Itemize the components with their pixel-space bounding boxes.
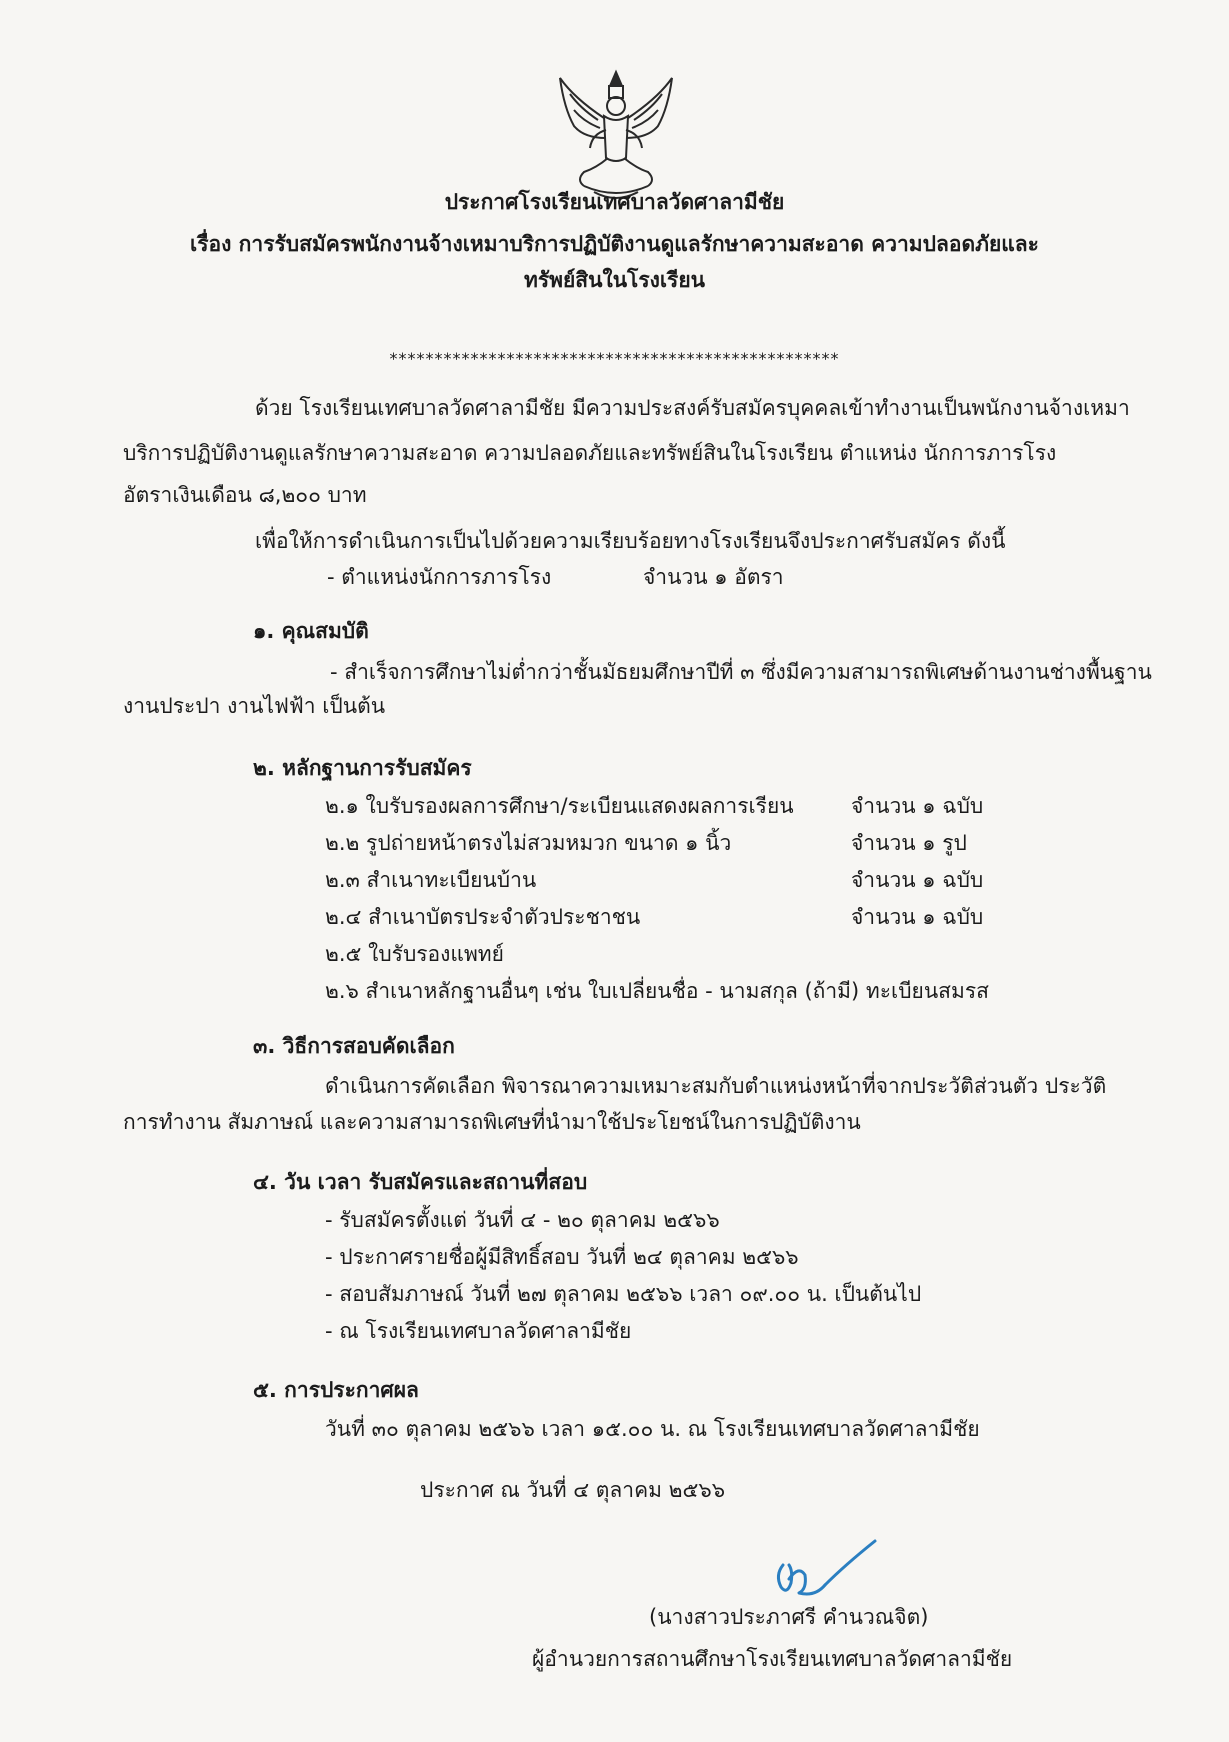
subject-line-1: เรื่อง การรับสมัครพนักงานจ้างเหมาบริการปฏิบัติงานดูแลรักษาความสะอาด ความปลอดภัยและ <box>190 232 1039 256</box>
section-3-heading: ๓. วิธีการสอบคัดเลือก <box>253 1034 455 1058</box>
position-label: - ตำแหน่งนักการภารโรง <box>327 565 552 589</box>
document-item-qty: จำนวน ๑ ฉบับ <box>851 868 984 892</box>
document-item-label: ๒.๖ สำเนาหลักฐานอื่นๆ เช่น ใบเปลี่ยนชื่อ - นามสกุล (ถ้ามี) ทะเบียนสมรส <box>325 979 989 1003</box>
section-3-line-1: ดำเนินการคัดเลือก พิจารณาความเหมาะสมกับตำแหน่งหน้าที่จากประวัติส่วนตัว ประวัติ <box>325 1074 1107 1098</box>
section-4-heading: ๔. วัน เวลา รับสมัครและสถานที่สอบ <box>253 1170 588 1194</box>
intro-line-1: ด้วย โรงเรียนเทศบาลวัดศาลามีชัย มีความประสงค์รับสมัครบุคคลเข้าทำงานเป็นพนักงานจ้างเหมา <box>255 396 1130 420</box>
position-count: จำนวน ๑ อัตรา <box>643 565 784 589</box>
document-item-qty: จำนวน ๑ ฉบับ <box>851 794 984 818</box>
section-2-heading: ๒. หลักฐานการรับสมัคร <box>253 756 472 780</box>
subject-line-2: ทรัพย์สินในโรงเรียน <box>524 268 705 292</box>
document-item-label: ๒.๓ สำเนาทะเบียนบ้าน <box>325 868 537 892</box>
schedule-item: - สอบสัมภาษณ์ วันที่ ๒๗ ตุลาคม ๒๕๖๖ เวลา ๐๙.๐๐ น. เป็นต้นไป <box>325 1282 922 1306</box>
document-item-qty: จำนวน ๑ รูป <box>851 831 967 855</box>
section-5-heading: ๕. การประกาศผล <box>253 1378 419 1402</box>
section-1-heading: ๑. คุณสมบัติ <box>253 619 369 643</box>
intro-line-4: เพื่อให้การดำเนินการเป็นไปด้วยความเรียบร้อยทางโรงเรียนจึงประกาศรับสมัคร ดังนี้ <box>255 529 1006 553</box>
document-item-label: ๒.๒ รูปถ่ายหน้าตรงไม่สวมหมวก ขนาด ๑ นิ้ว <box>325 831 732 855</box>
section-1-line-1: - สำเร็จการศึกษาไม่ต่ำกว่าชั้นมัธยมศึกษาปีที่ ๓ ซึ่งมีความสามารถพิเศษด้านงานช่างพื้นฐาน <box>330 660 1152 684</box>
schedule-item: - รับสมัครตั้งแต่ วันที่ ๔ - ๒๐ ตุลาคม ๒๕๖๖ <box>325 1208 720 1232</box>
document-item-label: ๒.๑ ใบรับรองผลการศึกษา/ระเบียนแสดงผลการเรียน <box>325 794 794 818</box>
announce-date: ประกาศ ณ วันที่ ๔ ตุลาคม ๒๕๖๖ <box>420 1478 726 1502</box>
intro-line-2: บริการปฏิบัติงานดูแลรักษาความสะอาด ความปลอดภัยและทรัพย์สินในโรงเรียน ตำแหน่ง นักการภารโรง <box>123 441 1057 465</box>
signer-name: (นางสาวประภาศรี คำนวณจิต) <box>649 1605 929 1629</box>
document-item-label: ๒.๔ สำเนาบัตรประจำตัวประชาชน <box>325 905 641 929</box>
section-5-line-1: วันที่ ๓๐ ตุลาคม ๒๕๖๖ เวลา ๑๕.๐๐ น. ณ โรงเรียนเทศบาลวัดศาลามีชัย <box>325 1417 980 1441</box>
section-1-line-2: งานประปา งานไฟฟ้า เป็นต้น <box>123 694 386 718</box>
schedule-item: - ประกาศรายชื่อผู้มีสิทธิ์สอบ วันที่ ๒๔ ตุลาคม ๒๕๖๖ <box>325 1245 799 1269</box>
intro-line-3: อัตราเงินเดือน ๘,๒๐๐ บาท <box>123 483 367 507</box>
document-item-label: ๒.๕ ใบรับรองแพทย์ <box>325 942 504 966</box>
document-title: ประกาศโรงเรียนเทศบาลวัดศาลามีชัย <box>444 190 785 214</box>
document-item-qty: จำนวน ๑ ฉบับ <box>851 905 984 929</box>
signature-icon <box>755 1535 895 1605</box>
divider: ************************************************** <box>389 349 840 368</box>
garuda-emblem-icon <box>554 68 678 206</box>
schedule-item: - ณ โรงเรียนเทศบาลวัดศาลามีชัย <box>325 1319 632 1343</box>
signer-title: ผู้อำนวยการสถานศึกษาโรงเรียนเทศบาลวัดศาลามีชัย <box>532 1647 1013 1671</box>
section-3-line-2: การทำงาน สัมภาษณ์ และความสามารถพิเศษที่นำมาใช้ประโยชน์ในการปฏิบัติงาน <box>123 1110 861 1134</box>
